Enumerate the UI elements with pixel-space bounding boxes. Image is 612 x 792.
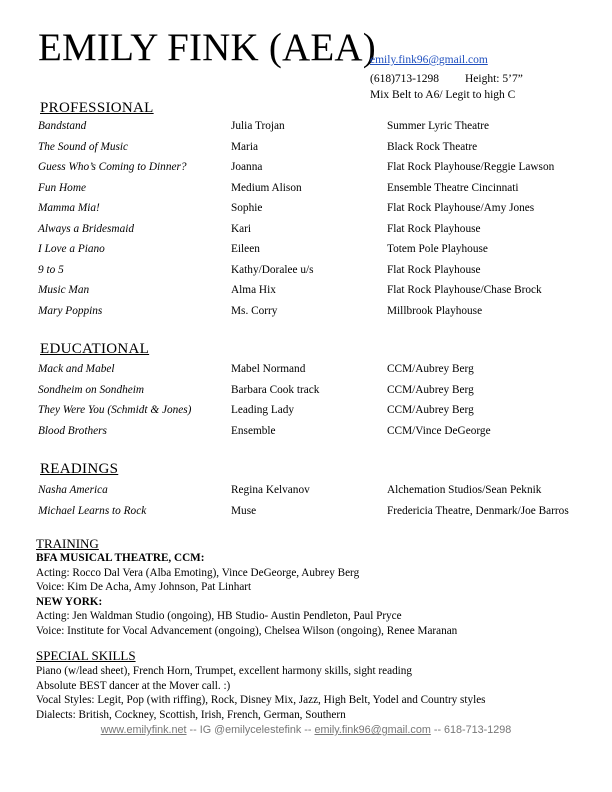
contact-voice-range: Mix Belt to A6/ Legit to high C [370, 89, 516, 101]
training-ny-voice: Voice: Institute for Vocal Advancement (ongoing), Chelsea Wilson (ongoing), Renee Maranan [36, 624, 458, 637]
credit-venue: Flat Rock Playhouse/Chase Brock [387, 284, 542, 296]
credit-show: They Were You (Schmidt & Jones) [38, 404, 192, 416]
credit-role: Ensemble [231, 424, 276, 437]
footer-instagram: -- IG @emilycelestefink -- [186, 724, 315, 736]
professional-credits [38, 116, 598, 321]
credit-role: Leading Lady [231, 404, 295, 416]
credit-show: Music Man [38, 284, 90, 296]
credit-row [38, 198, 598, 219]
credit-role: Medium Alison [231, 181, 302, 194]
credit-venue: Alchemation Studios/Sean Peknik [387, 484, 542, 496]
credit-venue: CCM/Vince DeGeorge [387, 424, 491, 437]
credit-role: Mabel Normand [231, 363, 306, 375]
credit-row [38, 421, 598, 442]
credit-venue: Black Rock Theatre [387, 140, 478, 153]
contact-phone: (618)713-1298 [370, 73, 439, 85]
credit-role: Julia Trojan [231, 120, 285, 132]
credit-role: Maria [231, 140, 258, 153]
contact-phone-height-row [370, 71, 523, 87]
credit-show: Bandstand [38, 120, 87, 132]
credit-show: Fun Home [38, 181, 87, 194]
credit-venue: Totem Pole Playhouse [387, 243, 488, 255]
credit-venue: CCM/Aubrey Berg [387, 363, 474, 375]
skills-line: Piano (w/lead sheet), French Horn, Trumpet, excellent harmony skills, sight reading [36, 665, 412, 677]
readings-credits [38, 480, 598, 521]
credit-role: Eileen [231, 243, 260, 255]
credit-venue: Fredericia Theatre, Denmark/Joe Barros [387, 504, 569, 517]
credit-role: Sophie [231, 202, 263, 214]
credit-show: Sondheim on Sondheim [38, 383, 145, 396]
credit-venue: Flat Rock Playhouse [387, 222, 481, 235]
training-ny-heading: NEW YORK: [36, 595, 103, 608]
credit-row [38, 501, 598, 522]
credit-venue: Ensemble Theatre Cincinnati [387, 181, 519, 194]
credit-row [38, 301, 598, 322]
credit-row [38, 480, 598, 501]
credit-role: Kari [231, 222, 252, 235]
credit-show: 9 to 5 [38, 263, 64, 276]
skills-line: Vocal Styles: Legit, Pop (with riffing), Rock, Disney Mix, Jazz, High Belt, Yodel and Country styles [36, 694, 486, 707]
educational-heading: EDUCATIONAL [40, 341, 150, 357]
credit-show: I Love a Piano [38, 243, 105, 255]
training-block [36, 551, 457, 639]
credit-venue: Flat Rock Playhouse [387, 263, 481, 276]
credit-show: Blood Brothers [38, 424, 107, 437]
training-ny-acting: Acting: Jen Waldman Studio (ongoing), HB Studio- Austin Pendleton, Paul Pryce [36, 610, 402, 623]
training-heading: TRAINING [36, 536, 99, 551]
credit-role: Kathy/Doralee u/s [231, 263, 314, 276]
credit-row [38, 178, 598, 199]
credit-show: Guess Who’s Coming to Dinner? [38, 161, 187, 173]
credit-row [38, 260, 598, 281]
credit-show: Mack and Mabel [38, 363, 115, 375]
skills-block [36, 664, 486, 722]
credit-row [38, 380, 598, 401]
credit-row [38, 239, 598, 260]
credit-role: Regina Kelvanov [231, 484, 310, 496]
credit-venue: Flat Rock Playhouse/Amy Jones [387, 202, 535, 214]
credit-show: Mamma Mia! [38, 202, 100, 214]
credit-row [38, 359, 598, 380]
credit-venue: CCM/Aubrey Berg [387, 404, 474, 416]
credit-venue: CCM/Aubrey Berg [387, 383, 474, 396]
credit-show: The Sound of Music [38, 140, 129, 153]
credit-show: Nasha America [38, 484, 108, 496]
credit-venue: Flat Rock Playhouse/Reggie Lawson [387, 161, 555, 173]
contact-block [370, 52, 523, 103]
credit-role: Muse [231, 504, 257, 517]
training-ccm-voice: Voice: Kim De Acha, Amy Johnson, Pat Linhart [36, 581, 252, 594]
footer-email-link[interactable]: emily.fink96@gmail.com [314, 724, 431, 736]
credit-venue: Millbrook Playhouse [387, 304, 483, 317]
credit-venue: Summer Lyric Theatre [387, 120, 490, 132]
skills-line: Dialects: British, Cockney, Scottish, Irish, French, German, Southern [36, 708, 346, 721]
credit-show: Michael Learns to Rock [38, 504, 147, 517]
credit-show: Mary Poppins [38, 304, 103, 317]
skills-heading: SPECIAL SKILLS [36, 648, 136, 663]
professional-heading: PROFESSIONAL [40, 100, 154, 116]
training-ccm-acting: Acting: Rocco Dal Vera (Alba Emoting), Vince DeGeorge, Aubrey Berg [36, 566, 360, 579]
credit-row [38, 219, 598, 240]
skills-line: Absolute BEST dancer at the Mover call. :) [36, 679, 231, 692]
credit-show: Always a Bridesmaid [38, 222, 135, 235]
footer-phone: -- 618-713-1298 [430, 724, 512, 736]
resume-name: EMILY FINK (AEA) [38, 26, 376, 69]
credit-row [38, 280, 598, 301]
credit-row [38, 137, 598, 158]
credit-role: Alma Hix [231, 284, 276, 296]
readings-heading: READINGS [40, 461, 119, 477]
credit-row [38, 116, 598, 137]
training-ccm-heading: BFA MUSICAL THEATRE, CCM: [36, 552, 205, 564]
contact-email-link[interactable]: emily.fink96@gmail.com [370, 54, 488, 66]
credit-row [38, 157, 598, 178]
credit-role: Joanna [231, 161, 263, 173]
footer-contact [0, 723, 612, 737]
credit-role: Ms. Corry [231, 304, 278, 317]
credit-row [38, 400, 598, 421]
footer-website-link[interactable]: www.emilyfink.net [100, 724, 187, 736]
contact-height: Height: 5’7” [465, 73, 523, 85]
educational-credits [38, 359, 598, 441]
credit-role: Barbara Cook track [231, 383, 320, 396]
